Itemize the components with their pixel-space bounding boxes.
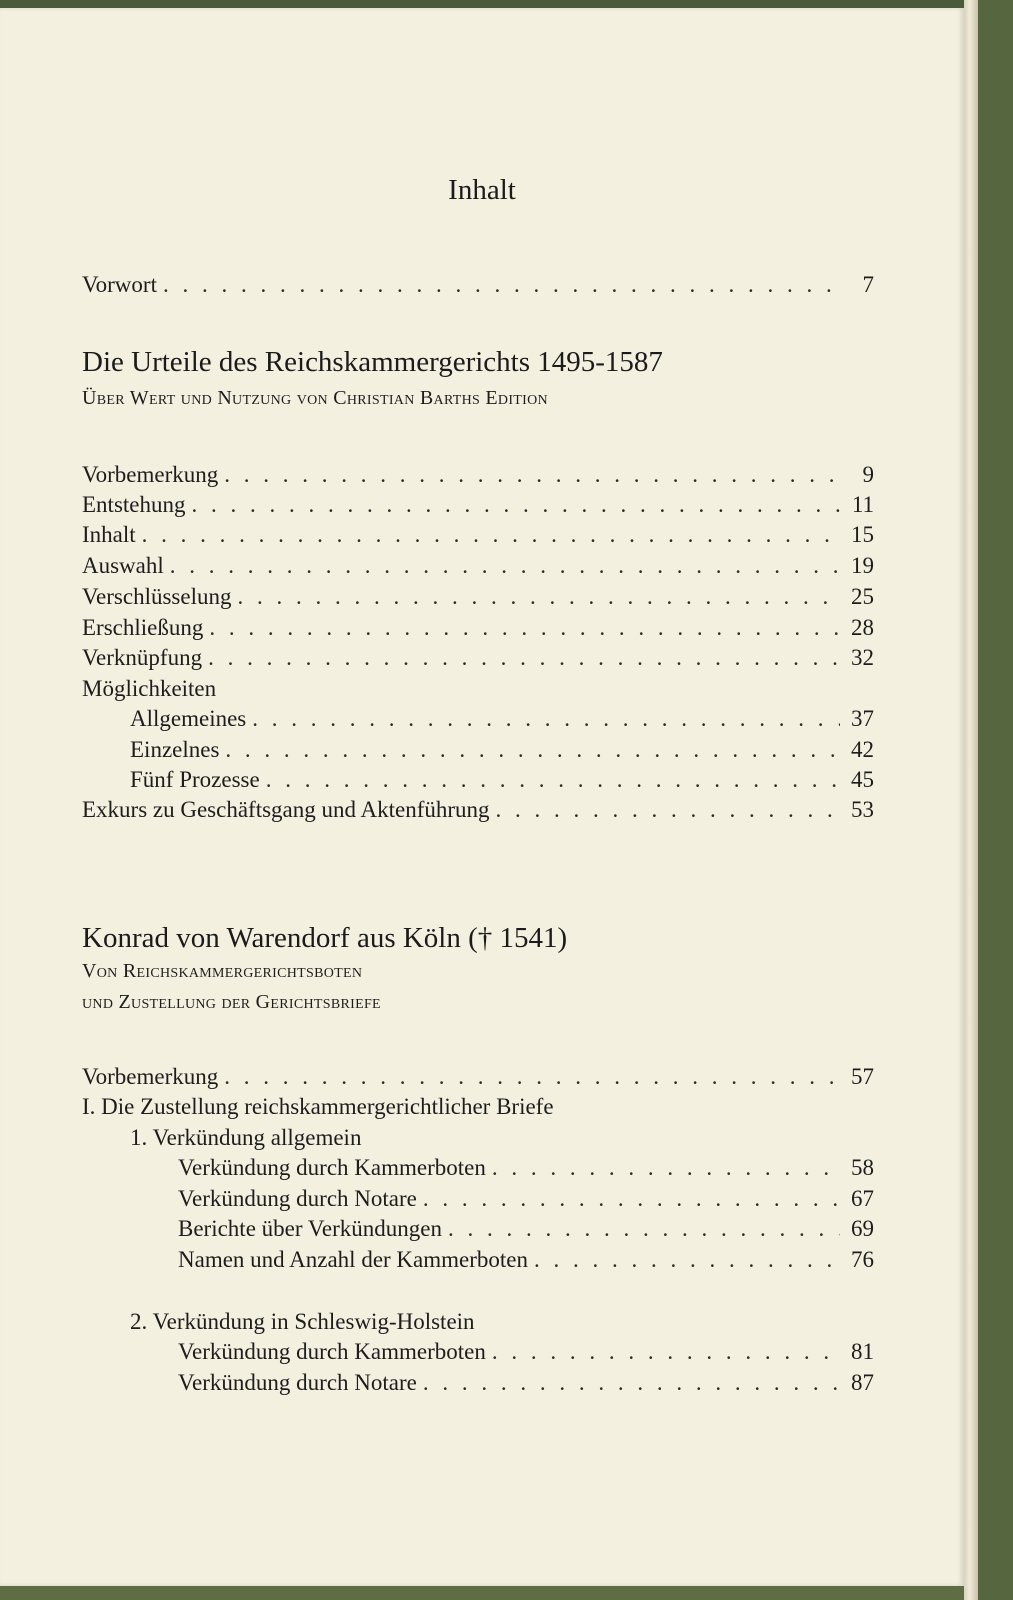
page-title: Inhalt <box>448 174 516 206</box>
toc-entry-label: Verschlüsselung <box>82 584 232 609</box>
section-subtitle: Von Reichskammergerichtsboten <box>82 960 363 982</box>
leader-dots <box>142 522 840 548</box>
toc-entry <box>178 1370 874 1402</box>
leader-dots <box>448 1216 840 1242</box>
toc-entry-label: Inhalt <box>82 522 136 547</box>
toc-entry-label: Vorwort <box>82 272 157 297</box>
leader-dots <box>163 272 840 298</box>
toc-entry <box>130 737 874 769</box>
page-stack-edge <box>964 0 978 1600</box>
toc-entry <box>82 584 874 616</box>
toc-entry-label: I. Die Zustellung reichskammergerichtlicher Briefe <box>82 1094 554 1119</box>
toc-entry <box>130 767 874 799</box>
leader-dots <box>266 767 840 793</box>
toc-heading <box>82 1094 874 1126</box>
toc-page-number: 45 <box>851 767 874 792</box>
toc-page-number: 81 <box>851 1339 874 1364</box>
toc-entry-label: Verkündung durch Notare <box>178 1370 417 1395</box>
toc-entry-label: Einzelnes <box>130 737 220 762</box>
toc-heading <box>82 676 874 708</box>
toc-entry-label: Fünf Prozesse <box>130 767 260 792</box>
leader-dots <box>252 706 840 732</box>
leader-dots <box>492 1155 840 1181</box>
leader-dots <box>237 584 840 610</box>
leader-dots <box>224 462 840 488</box>
toc-entry <box>82 522 874 554</box>
toc-entry-label: Vorbemerkung <box>82 462 219 487</box>
leader-dots <box>423 1186 840 1212</box>
toc-page-number: 25 <box>851 584 874 609</box>
toc-entry-label: Berichte über Verkündungen <box>178 1216 442 1241</box>
toc-entry-label: Vorbemerkung <box>82 1064 219 1089</box>
toc-page-number: 37 <box>851 706 874 731</box>
toc-page-number: 53 <box>851 797 874 822</box>
leader-dots <box>534 1247 840 1273</box>
toc-page-number: 69 <box>851 1216 874 1241</box>
toc-entry-label: Verkündung durch Kammerboten <box>178 1339 486 1364</box>
section-subtitle: Über Wert und Nutzung von Christian Barths Edition <box>82 387 548 409</box>
toc-heading <box>130 1125 874 1157</box>
toc-entry-label: Verkündung durch Notare <box>178 1186 417 1211</box>
section-title: Die Urteile des Reichskammergerichts 1495-1587 <box>82 346 663 378</box>
toc-page-number: 67 <box>851 1186 874 1211</box>
leader-dots <box>170 553 840 579</box>
toc-entry-label: Erschließung <box>82 615 204 640</box>
leader-dots <box>208 645 840 671</box>
toc-page-number: 19 <box>851 553 874 578</box>
toc-page-number: 58 <box>851 1155 874 1180</box>
toc-entry <box>178 1247 874 1279</box>
toc-entry <box>82 797 874 829</box>
leader-dots <box>209 615 840 641</box>
toc-entry-label: Entstehung <box>82 492 186 517</box>
toc-page-number: 15 <box>851 522 874 547</box>
toc-entry-label: 1. Verkündung allgemein <box>130 1125 362 1150</box>
toc-entry-label: Verkündung durch Kammerboten <box>178 1155 486 1180</box>
toc-entry <box>82 492 874 524</box>
toc-page-number: 28 <box>851 615 874 640</box>
toc-entry-label: Allgemeines <box>130 706 247 731</box>
toc-entry-label: Möglichkeiten <box>82 676 217 701</box>
toc-entry <box>178 1216 874 1248</box>
toc-entry <box>82 615 874 647</box>
leader-dots <box>496 797 840 823</box>
toc-page-number: 32 <box>851 645 874 670</box>
toc-entry <box>178 1155 874 1187</box>
section-title: Konrad von Warendorf aus Köln († 1541) <box>82 922 568 954</box>
toc-page-number: 9 <box>862 462 874 487</box>
toc-entry <box>82 1064 874 1096</box>
leader-dots <box>423 1370 840 1396</box>
toc-entry <box>82 553 874 585</box>
toc-entry <box>82 645 874 677</box>
section-subtitle: und Zustellung der Gerichtsbriefe <box>82 991 381 1013</box>
toc-page-number: 7 <box>862 272 874 297</box>
leader-dots <box>192 492 841 518</box>
toc-entry <box>178 1339 874 1371</box>
toc-page-number: 11 <box>851 492 874 517</box>
toc-page-number: 76 <box>851 1247 874 1272</box>
toc-page-number: 42 <box>851 737 874 762</box>
toc-heading <box>130 1309 874 1341</box>
leader-dots <box>224 1064 840 1090</box>
toc-entry-label: Verknüpfung <box>82 645 203 670</box>
toc-entry-label: Namen und Anzahl der Kammerboten <box>178 1247 528 1272</box>
leader-dots <box>225 737 840 763</box>
book-bottom-edge <box>0 1586 964 1600</box>
toc-entry <box>178 1186 874 1218</box>
toc-page-number: 87 <box>851 1370 874 1395</box>
toc-page-number: 57 <box>851 1064 874 1089</box>
toc-entry <box>130 706 874 738</box>
toc-entry-label: Exkurs zu Geschäftsgang und Aktenführung <box>82 797 490 822</box>
toc-entry-label: 2. Verkündung in Schleswig-Holstein <box>130 1309 475 1334</box>
toc-entry-label: Auswahl <box>82 553 164 578</box>
leader-dots <box>492 1339 840 1365</box>
toc-entry-vorwort <box>82 272 874 304</box>
toc-entry <box>82 462 874 494</box>
book-cover-edge <box>978 0 1013 1600</box>
